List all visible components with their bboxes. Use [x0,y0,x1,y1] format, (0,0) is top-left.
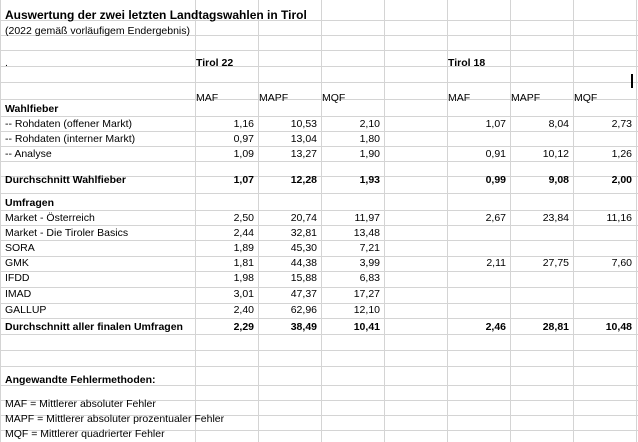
umfragen-row-label[interactable]: IFDD [5,272,30,284]
umfragen-average-value[interactable]: 2,46 [485,321,506,333]
wahlfieber-row-label[interactable]: -- Rohdaten (offener Markt) [5,118,133,130]
wahlfieber-row-value[interactable]: 0,97 [233,133,254,145]
umfragen-row-value[interactable]: 1,81 [233,257,254,269]
wahlfieber-row-value[interactable]: 1,07 [485,118,506,130]
umfragen-average-value[interactable]: 38,49 [290,321,317,333]
sheet-subtitle[interactable]: (2022 gemäß vorläufigem Endergebnis) [5,25,191,37]
umfragen-row-label[interactable]: GALLUP [5,304,47,316]
col-maf-18[interactable]: MAF [448,92,471,104]
umfragen-row-label[interactable]: GMK [5,257,29,269]
umfragen-row-value[interactable]: 1,98 [233,272,254,284]
tirol22-header[interactable]: Tirol 22 [196,57,234,69]
method-mapf[interactable]: MAPF = Mittlerer absoluter prozentualer Fehler [5,413,225,425]
wahlfieber-row-value[interactable]: 8,04 [548,118,569,130]
wahlfieber-row-value[interactable]: 0,91 [485,148,506,160]
col-mapf-18[interactable]: MAPF [511,92,541,104]
umfragen-row-value[interactable]: 62,96 [290,304,317,316]
dot-cell[interactable]: . [5,57,8,69]
wahlfieber-row-value[interactable]: 10,12 [542,148,569,160]
sheet-title[interactable]: Auswertung der zwei letzten Landtagswahlen in Tirol [5,8,307,22]
umfragen-row-value[interactable]: 3,01 [233,288,254,300]
wahlfieber-row-value[interactable]: 10,53 [290,118,317,130]
wahlfieber-average-value[interactable]: 0,99 [485,174,506,186]
umfragen-row-value[interactable]: 11,97 [354,212,380,224]
method-maf[interactable]: MAF = Mittlerer absoluter Fehler [5,398,156,410]
umfragen-row-value[interactable]: 7,60 [611,257,632,269]
umfragen-row-value[interactable]: 17,27 [353,288,380,300]
umfragen-average-value[interactable]: 10,48 [605,321,632,333]
umfragen-row-value[interactable]: 44,38 [290,257,317,269]
umfragen-heading[interactable]: Umfragen [5,197,55,209]
umfragen-row-label[interactable]: SORA [5,242,35,254]
tirol18-header[interactable]: Tirol 18 [448,57,486,69]
wahlfieber-row-value[interactable]: 1,80 [359,133,380,145]
col-mqf-18[interactable]: MQF [574,92,598,104]
wahlfieber-row-value[interactable]: 13,04 [290,133,317,145]
text-cursor-icon [631,74,633,88]
umfragen-row-value[interactable]: 6,83 [359,272,380,284]
wahlfieber-heading[interactable]: Wahlfieber [5,103,59,115]
col-mapf-22[interactable]: MAPF [259,92,289,104]
umfragen-row-value[interactable]: 1,89 [233,242,254,254]
umfragen-row-value[interactable]: 3,99 [359,257,380,269]
umfragen-row-label[interactable]: Market - Die Tiroler Basics [5,227,129,239]
col-mqf-22[interactable]: MQF [322,92,346,104]
umfragen-average-label[interactable]: Durchschnitt aller finalen Umfragen [5,321,183,333]
umfragen-average-value[interactable]: 2,29 [233,321,254,333]
umfragen-row-value[interactable]: 13,48 [353,227,380,239]
wahlfieber-row-value[interactable]: 1,26 [611,148,632,160]
wahlfieber-row-value[interactable]: 1,16 [233,118,254,130]
umfragen-average-value[interactable]: 10,41 [353,321,380,333]
wahlfieber-row-value[interactable]: 2,10 [359,118,380,130]
wahlfieber-average-label[interactable]: Durchschnitt Wahlfieber [5,174,126,186]
wahlfieber-average-value[interactable]: 1,07 [233,174,254,186]
wahlfieber-row-label[interactable]: -- Rohdaten (interner Markt) [5,133,136,145]
wahlfieber-row-label[interactable]: -- Analyse [5,148,52,160]
wahlfieber-average-value[interactable]: 12,28 [290,174,317,186]
col-maf-22[interactable]: MAF [196,92,219,104]
umfragen-row-value[interactable]: 2,44 [233,227,254,239]
umfragen-row-value[interactable]: 32,81 [290,227,317,239]
umfragen-row-value[interactable]: 15,88 [290,272,317,284]
umfragen-row-value[interactable]: 2,67 [485,212,506,224]
umfragen-row-label[interactable]: Market - Österreich [5,212,95,224]
wahlfieber-row-value[interactable]: 1,09 [233,148,254,160]
wahlfieber-average-value[interactable]: 9,08 [548,174,569,186]
method-mqf[interactable]: MQF = Mittlerer quadrierter Fehler [5,428,165,440]
umfragen-row-value[interactable]: 47,37 [290,288,317,300]
umfragen-row-value[interactable]: 27,75 [542,257,569,269]
wahlfieber-row-value[interactable]: 1,90 [359,148,380,160]
wahlfieber-row-value[interactable]: 2,73 [611,118,632,130]
umfragen-row-value[interactable]: 12,10 [353,304,380,316]
methods-heading[interactable]: Angewandte Fehlermethoden: [5,374,156,386]
umfragen-row-value[interactable]: 2,40 [233,304,254,316]
wahlfieber-average-value[interactable]: 1,93 [359,174,380,186]
umfragen-row-value[interactable]: 23,84 [542,212,569,224]
umfragen-row-value[interactable]: 7,21 [359,242,380,254]
umfragen-average-value[interactable]: 28,81 [542,321,569,333]
wahlfieber-row-value[interactable]: 13,27 [290,148,317,160]
umfragen-row-value[interactable]: 2,11 [486,257,506,269]
umfragen-row-label[interactable]: IMAD [5,288,32,300]
umfragen-row-value[interactable]: 11,16 [606,212,632,224]
umfragen-row-value[interactable]: 45,30 [290,242,317,254]
umfragen-row-value[interactable]: 20,74 [290,212,317,224]
wahlfieber-average-value[interactable]: 2,00 [611,174,632,186]
umfragen-row-value[interactable]: 2,50 [233,212,254,224]
